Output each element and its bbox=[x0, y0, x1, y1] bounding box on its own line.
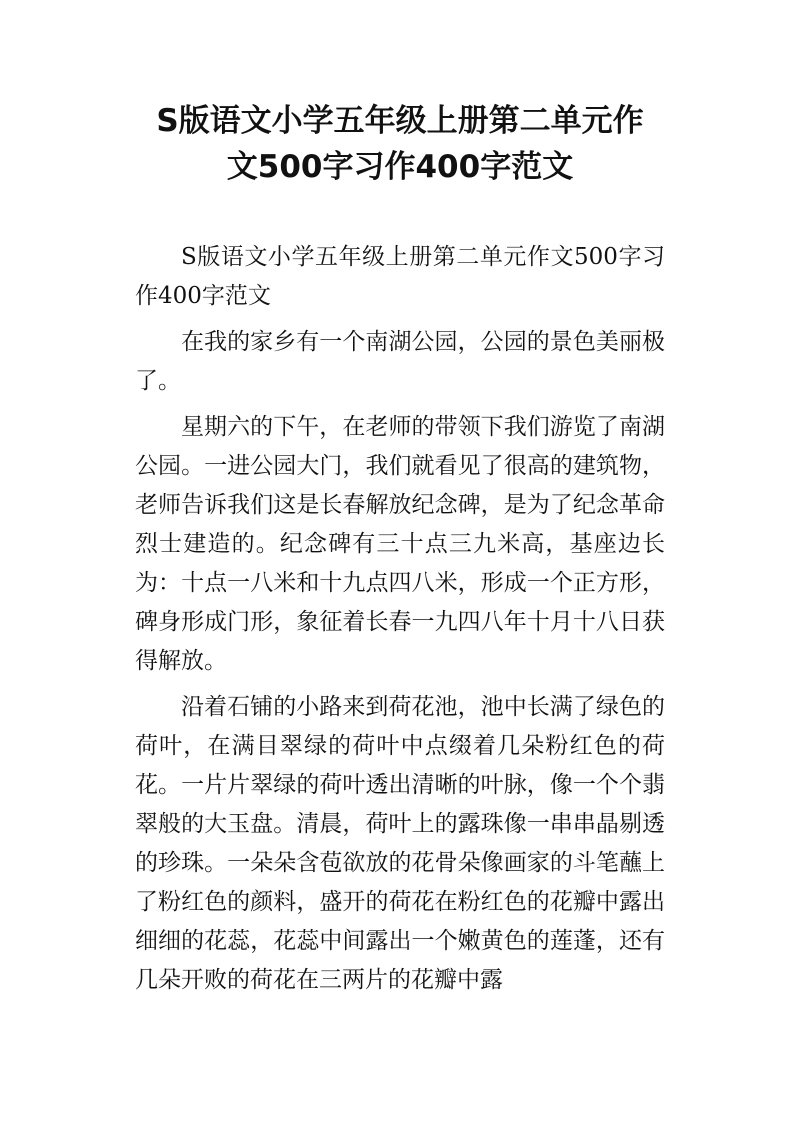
paragraph-monument: 星期六的下午，在老师的带领下我们游览了南湖公园。一进公园大门，我们就看见了很高的建筑物，老师告诉我们这是长春解放纪念碑，是为了纪念革命烈士建造的。纪念碑有三十点三九米高，基座边长为：十点一八米和十九点四八米，形成一个正方形，碑身形成门形，象征着长春一九四八年十月十八日获得解放。 bbox=[135, 414, 665, 674]
paragraph-heading-repeat: S版语文小学五年级上册第二单元作文500字习作400字范文 bbox=[135, 244, 665, 309]
title-line-1: S版语文小学五年级上册第二单元作 bbox=[156, 103, 644, 139]
title-line-2: 文500字习作400字范文 bbox=[226, 149, 574, 185]
paragraph-lotus-pond: 沿着石铺的小路来到荷花池，池中长满了绿色的荷叶，在满目翠绿的荷叶中点缀着几朵粉红色的荷花。一片片翠绿的荷叶透出清晰的叶脉，像一个个翡翠般的大玉盘。清晨，荷叶上的露珠像一串串晶剔透的珍珠。一朵朵含苞欲放的花骨朵像画家的斗笔蘸上了粉红色的颜料，盛开的荷花在粉红色的花瓣中露出细细的花蕊，花蕊中间露出一个嫩黄色的莲蓬，还有几朵开败的荷花在三两片的花瓣中露 bbox=[135, 694, 665, 993]
document-body bbox=[135, 238, 665, 1007]
paragraph-intro: 在我的家乡有一个南湖公园，公园的景色美丽极了。 bbox=[135, 329, 665, 394]
document-title bbox=[80, 98, 720, 190]
